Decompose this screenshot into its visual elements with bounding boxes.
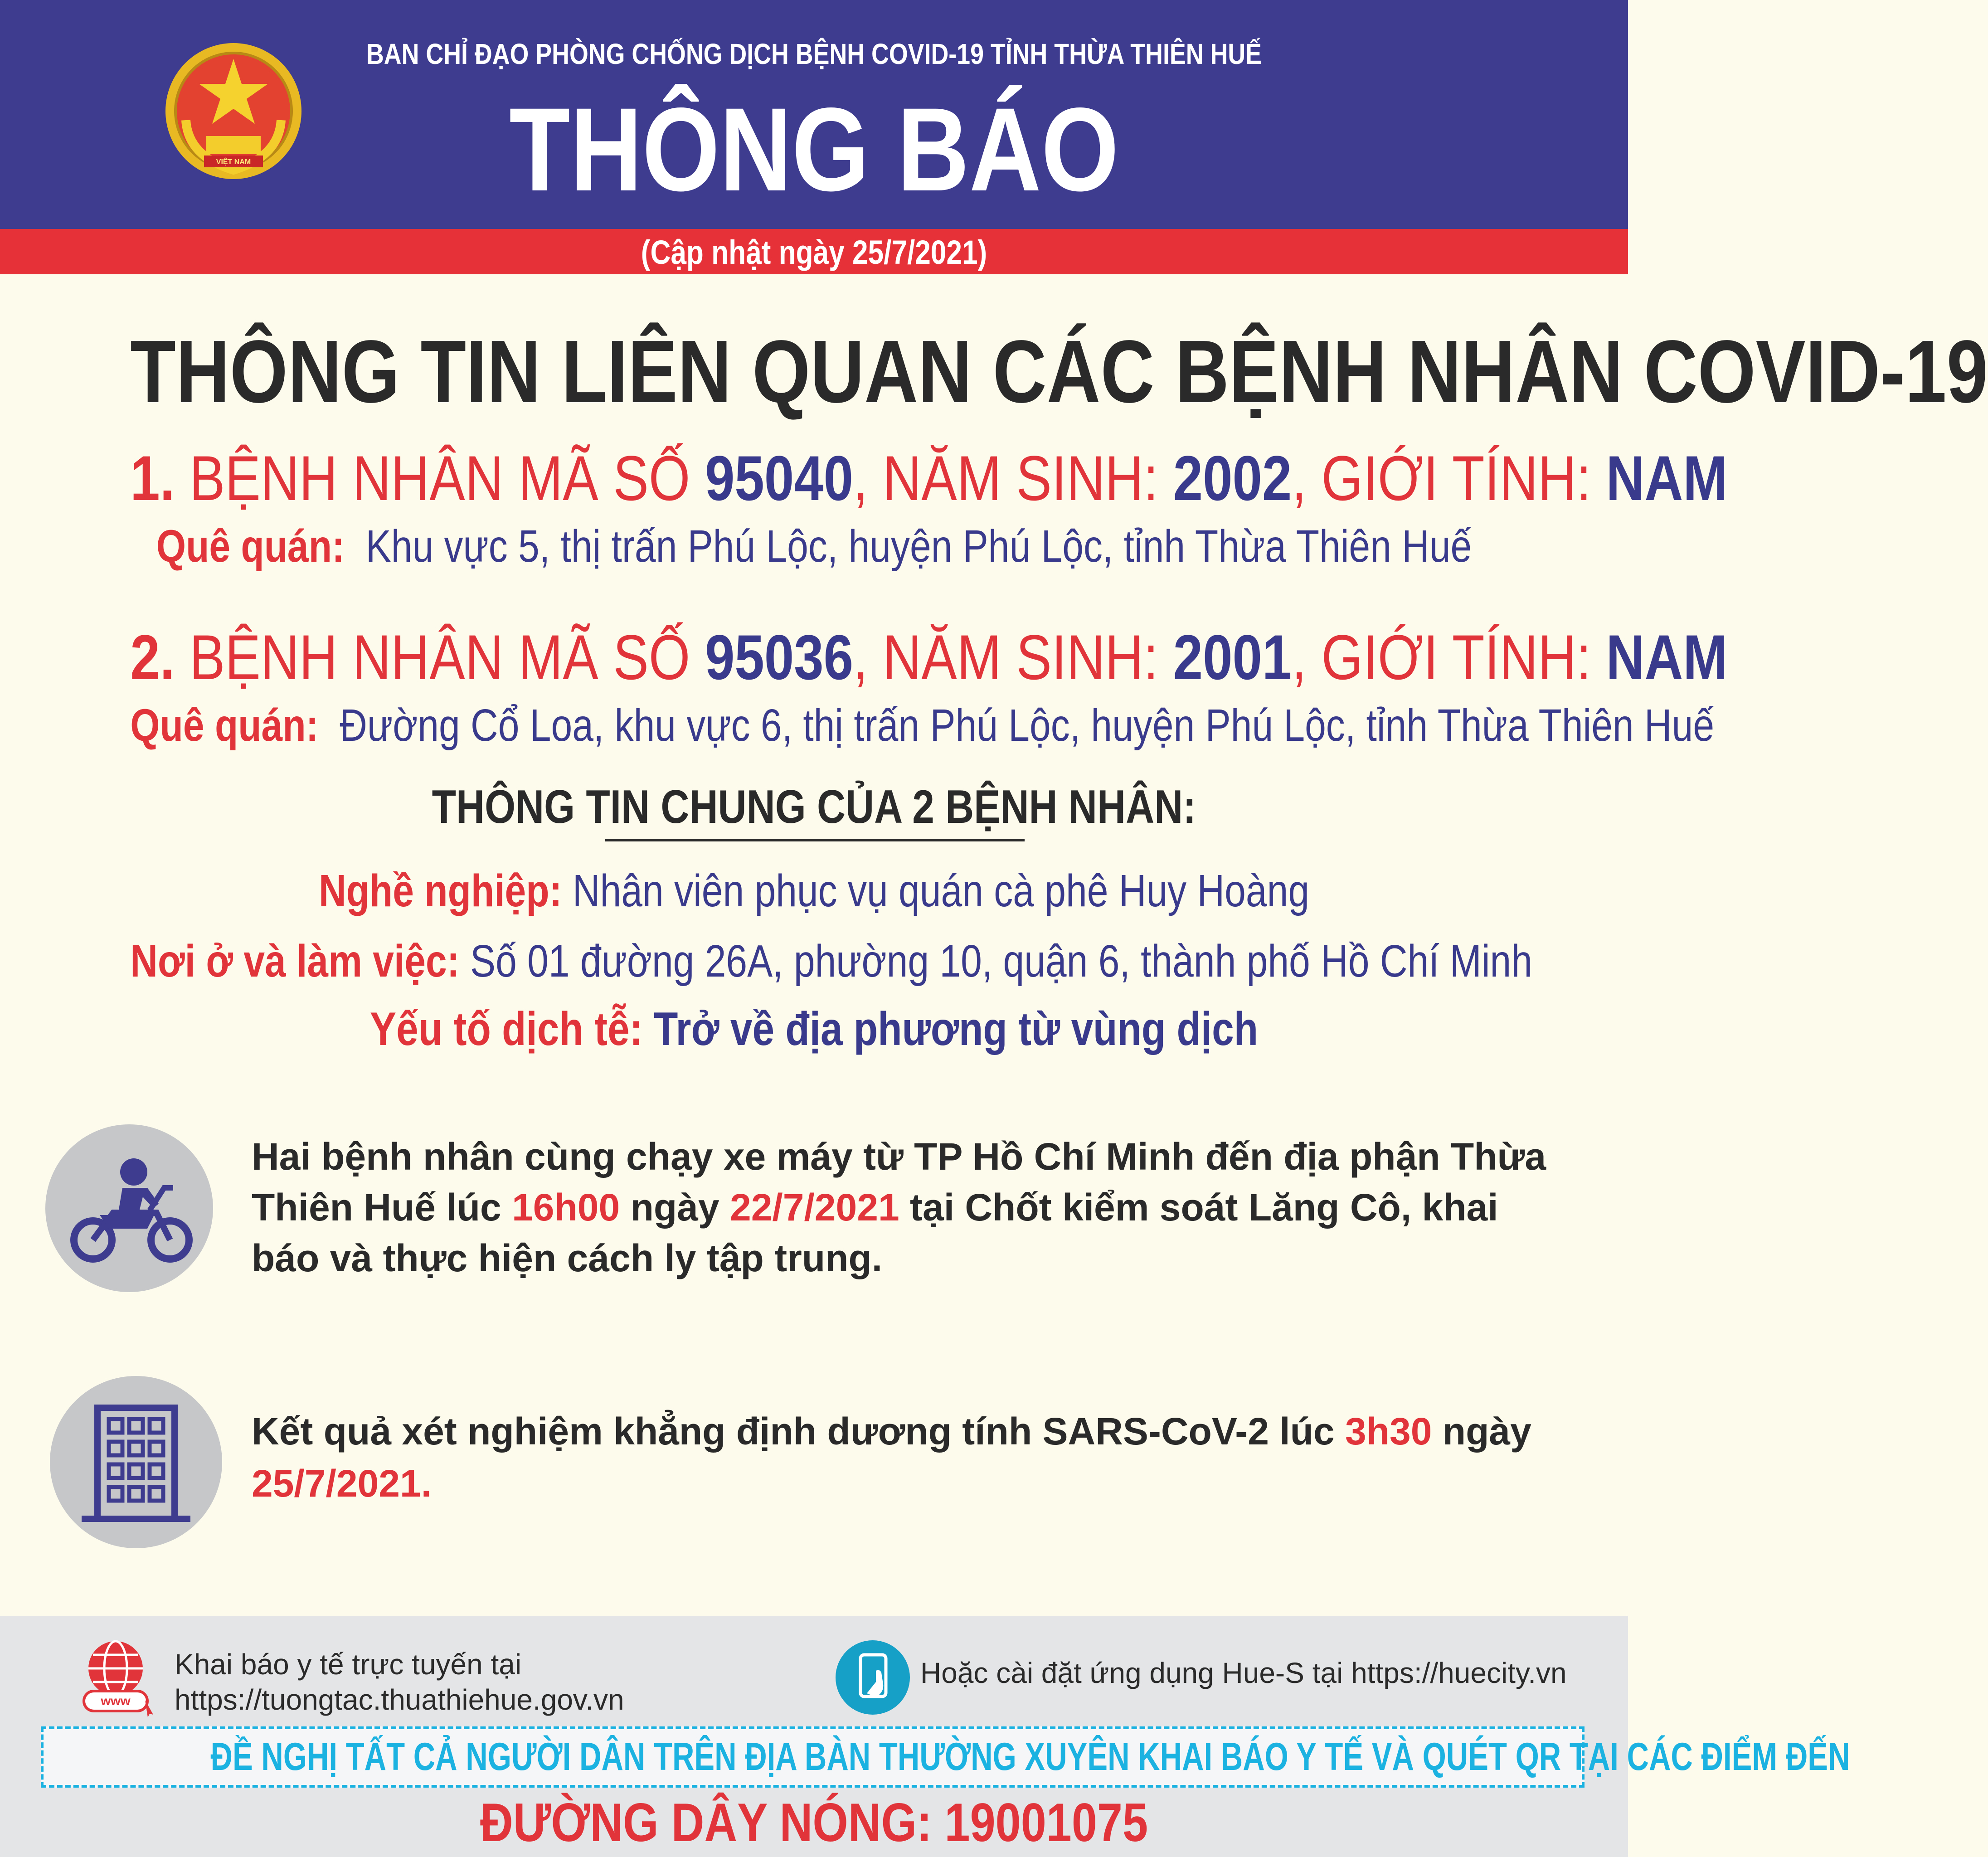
occupation-line — [0, 864, 1628, 918]
building-icon-circle — [50, 1376, 222, 1548]
patient-number: 1. — [130, 442, 175, 514]
update-date: (Cập nhật ngày 25/7/2021) — [641, 233, 987, 271]
hometown-label: Quê quán: — [130, 700, 319, 751]
patient-1-line — [0, 442, 1728, 514]
code-label: BỆNH NHÂN MÃ SỐ — [175, 442, 705, 514]
app-install-text[interactable]: Hoặc cài đặt ứng dụng Hue-S tại https://huecity.vn — [920, 1657, 1567, 1689]
gender-label: , GIỚI TÍNH: — [1292, 442, 1606, 514]
patient-2-hometown — [0, 700, 1715, 751]
patient-code: 95040 — [705, 442, 854, 514]
declare-block — [175, 1647, 624, 1717]
occupation-value: Nhân viên phục vụ quán cà phê Huy Hoàng — [572, 865, 1310, 916]
gender: NAM — [1606, 442, 1728, 514]
epidemiology-line — [0, 1002, 1628, 1056]
gender: NAM — [1606, 622, 1728, 693]
residence-value: Số 01 đường 26A, phường 10, quận 6, thành phố Hồ Chí Minh — [470, 936, 1532, 987]
epidemiology-value: Trở về địa phương từ vùng dịch — [654, 1003, 1259, 1055]
hometown-label: Quê quán: — [156, 521, 345, 572]
epidemiology-label: Yếu tố dịch tễ: — [369, 1003, 643, 1055]
birth-label: , NĂM SINH: — [853, 442, 1173, 514]
motorbike-icon-circle — [45, 1124, 213, 1292]
test-time: 3h30 — [1345, 1410, 1432, 1453]
arrival-time: 16h00 — [512, 1186, 620, 1229]
hometown-value: Khu vực 5, thị trấn Phú Lộc, huyện Phú Lộc, tỉnh Thừa Thiên Huế — [365, 521, 1472, 572]
mobile-app-icon — [834, 1639, 911, 1716]
request-text: ĐỀ NGHỊ TẤT CẢ NGƯỜI DÂN TRÊN ĐỊA BÀN THƯỜNG XUYÊN KHAI BÁO Y TẾ VÀ QUÉT QR TẠI CÁC ĐIỂM ĐẾN — [210, 1735, 1850, 1779]
residence-line — [0, 934, 1628, 988]
svg-text:VIỆT NAM: VIỆT NAM — [216, 158, 251, 166]
common-info-heading: THÔNG TIN CHUNG CỦA 2 BỆNH NHÂN: — [432, 781, 1196, 833]
birth-year: 2002 — [1173, 442, 1292, 514]
arrival-date: 22/7/2021 — [729, 1186, 899, 1229]
patient-1-hometown — [0, 521, 1628, 571]
building-icon — [50, 1376, 222, 1548]
occupation-label: Nghề nghiệp: — [318, 865, 562, 916]
heading-underline — [605, 839, 1025, 841]
birth-label: , NĂM SINH: — [853, 622, 1173, 693]
patient-code: 95036 — [705, 622, 854, 693]
declare-url-link[interactable]: https://tuongtac.thuathiehue.gov.vn — [175, 1683, 624, 1716]
gender-label: , GIỚI TÍNH: — [1292, 622, 1606, 693]
code-label: BỆNH NHÂN MÃ SỐ — [175, 622, 705, 693]
test-result-text: Kết quả xét nghiệm khẳng định dương tính SARS-CoV-2 lúc 3h30 ngày 25/7/2021. — [252, 1405, 1566, 1510]
svg-text:www: www — [101, 1694, 131, 1708]
main-heading: THÔNG TIN LIÊN QUAN CÁC BỆNH NHÂN COVID-19 — [130, 322, 1988, 421]
agency-name: BAN CHỈ ĐẠO PHÒNG CHỐNG DỊCH BỆNH COVID-19 TỈNH THỪA THIÊN HUẾ — [366, 38, 1262, 70]
motorbike-icon — [45, 1124, 213, 1292]
travel-text: Hai bệnh nhân cùng chạy xe máy từ TP Hồ Chí Minh đến địa phận Thừa Thiên Huế lúc 16h00 ngày 22/7/2021 tại Chốt kiểm soát Lăng Cô, khai báo và thực hiện cách ly tập trung. — [252, 1135, 1546, 1279]
test-date: 25/7/2021. — [252, 1462, 432, 1505]
hometown-value: Đường Cổ Loa, khu vực 6, thị trấn Phú Lộc, huyện Phú Lộc, tỉnh Thừa Thiên Huế — [340, 700, 1715, 751]
globe-www-icon — [77, 1637, 159, 1718]
page-title: THÔNG BÁO — [509, 83, 1119, 216]
declare-text: Khai báo y tế trực tuyến tại — [175, 1648, 522, 1681]
patient-number: 2. — [130, 622, 175, 693]
patient-2-line — [0, 622, 1728, 693]
residence-label: Nơi ở và làm việc: — [130, 936, 460, 987]
hotline[interactable]: ĐƯỜNG DÂY NÓNG: 19001075 — [480, 1792, 1148, 1853]
birth-year: 2001 — [1173, 622, 1292, 693]
